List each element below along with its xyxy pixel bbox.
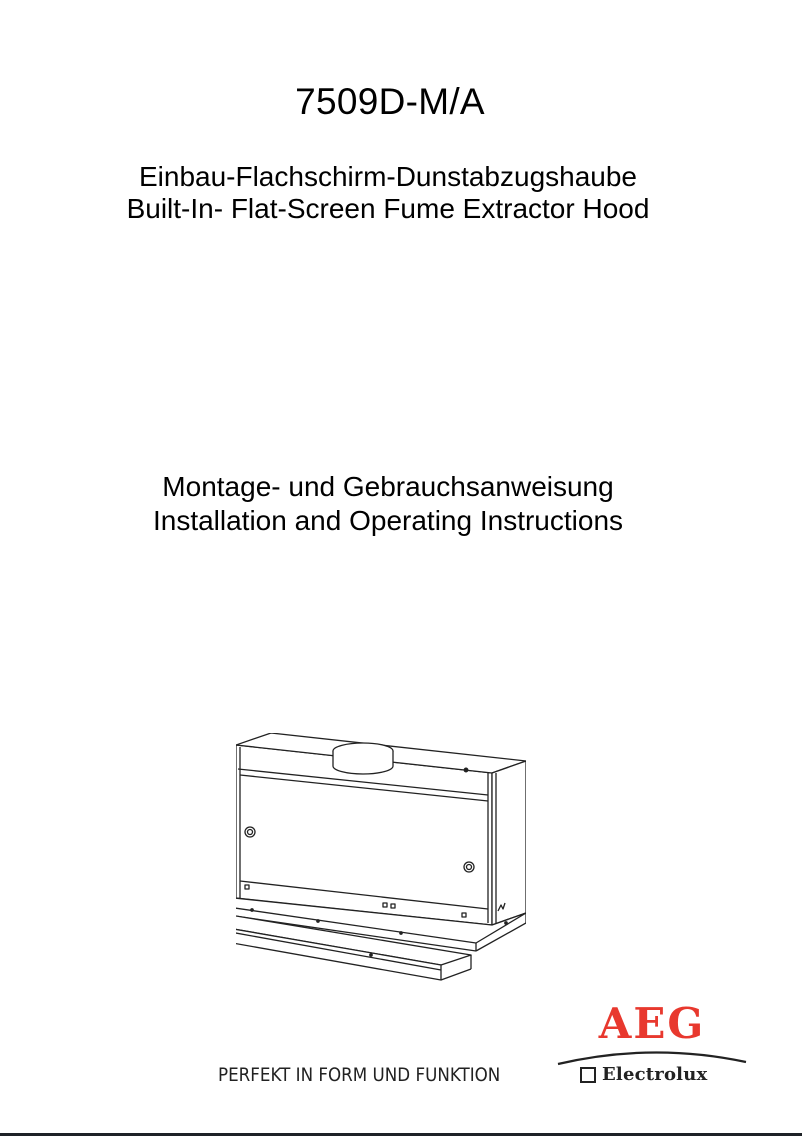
electrolux-icon bbox=[580, 1067, 596, 1083]
aeg-logo-text: AEG bbox=[598, 999, 706, 1048]
brand-slogan: PERFEKT IN FORM UND FUNKTION bbox=[218, 1064, 501, 1086]
product-title-english: Built-In- Flat-Screen Fume Extractor Hood bbox=[126, 193, 650, 224]
extractor-hood-illustration bbox=[236, 733, 526, 987]
electrolux-brand bbox=[580, 1064, 707, 1085]
manual-type-english: Installation and Operating Instructions bbox=[152, 505, 624, 536]
aeg-electrolux-logo bbox=[552, 1000, 752, 1092]
model-number: 7509D-M/A bbox=[295, 81, 485, 122]
manual-type-german: Montage- und Gebrauchsanweisung bbox=[162, 471, 614, 502]
electrolux-text: Electrolux bbox=[602, 1064, 708, 1085]
product-title-german: Einbau-Flachschirm-Dunstabzugshaube bbox=[138, 161, 638, 192]
